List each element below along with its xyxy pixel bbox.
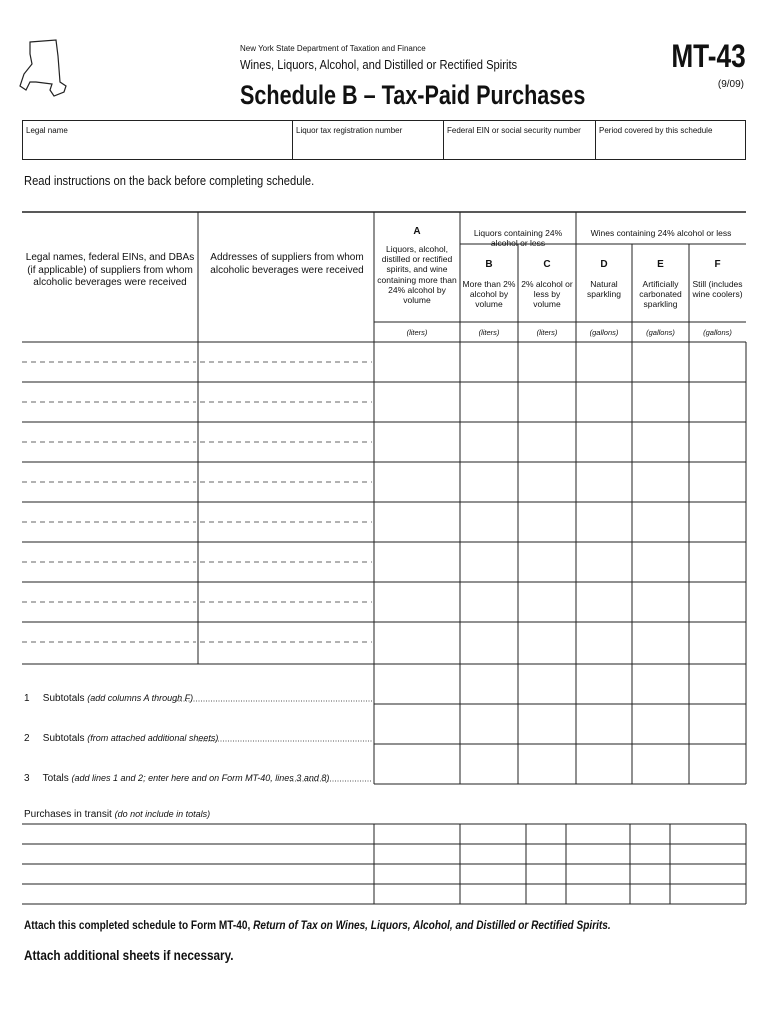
totals-entry-cells[interactable] <box>374 664 746 784</box>
column-b-description: More than 2% alcohol by volume <box>462 279 516 310</box>
department-name: New York State Department of Taxation and Finance <box>240 44 426 53</box>
federal-ein-label: Federal EIN or social security number <box>447 126 581 135</box>
transit-note: (do not include in totals) <box>114 809 211 819</box>
page-title: Schedule B – Tax-Paid Purchases <box>240 80 586 110</box>
purchases-in-transit-heading <box>24 809 210 820</box>
column-a-letter: A <box>413 226 421 237</box>
column-f-unit: (gallons) <box>703 328 732 337</box>
attach-form-title: Return of Tax on Wines, Liquors, Alcohol, and Distilled or Rectified Spirits. <box>253 918 611 932</box>
column-f-description: Still (includes wine coolers) <box>692 279 743 300</box>
suppliers-names-header: Legal names, federal EINs, and DBAs (if applicable) of suppliers from whom alcoholic beverages were received <box>25 252 195 288</box>
line-1-note: (add columns A through F) <box>87 693 194 703</box>
attach-prefix: Attach this completed schedule to Form MT-40, <box>24 918 251 932</box>
column-a-unit: (liters) <box>406 328 428 337</box>
line-1-number: 1 <box>24 693 30 704</box>
revision-date: (9/09) <box>717 79 744 90</box>
attach-instruction <box>24 918 611 932</box>
column-f-letter: F <box>714 259 721 270</box>
line-3-note: (add lines 1 and 2; enter here and on Form MT-40, lines 3 and 8) <box>71 773 330 783</box>
line-3-totals <box>24 773 329 784</box>
column-e-unit: (gallons) <box>646 328 675 337</box>
transit-label: Purchases in transit <box>24 809 112 820</box>
transit-entry-rows[interactable] <box>22 824 746 904</box>
column-e-description: Artificially carbonated sparkling <box>639 279 682 310</box>
registration-number-label: Liquor tax registration number <box>296 126 403 135</box>
legal-name-label: Legal name <box>26 126 68 135</box>
line-2-subtotals <box>24 733 218 744</box>
line-3-number: 3 <box>24 773 30 784</box>
column-c-description: 2% alcohol or less by volume <box>521 279 573 310</box>
column-a-description: Liquors, alcohol, distilled or rectified spirits, and wine containing more than 24% alcohol by volume <box>377 244 457 305</box>
column-b-unit: (liters) <box>478 328 500 337</box>
column-b-letter: B <box>485 259 493 270</box>
column-d-letter: D <box>600 259 608 270</box>
liquors-group-header: Liquors containing 24% alcohol or less <box>473 228 563 249</box>
wines-group-header: Wines containing 24% alcohol or less <box>590 228 732 238</box>
supplier-entry-rows[interactable] <box>22 342 746 664</box>
column-d-description: Natural sparkling <box>586 279 622 300</box>
line-1-subtotals <box>24 693 193 704</box>
form-number: MT-43 <box>671 38 746 74</box>
line-2-note: (from attached additional sheets) <box>87 733 219 743</box>
form-subtitle: Wines, Liquors, Alcohol, and Distilled or Rectified Spirits <box>240 57 518 72</box>
column-d-unit: (gallons) <box>589 328 619 337</box>
column-e-letter: E <box>657 259 664 270</box>
line-2-number: 2 <box>24 733 30 744</box>
line-3-label: Totals <box>42 773 69 784</box>
column-c-unit: (liters) <box>536 328 558 337</box>
column-c-letter: C <box>543 259 551 270</box>
line-1-label: Subtotals <box>42 693 85 704</box>
suppliers-addresses-header: Addresses of suppliers from whom alcoholic beverages were received <box>210 252 364 276</box>
instructions-note: Read instructions on the back before completing schedule. <box>24 173 315 188</box>
period-label: Period covered by this schedule <box>599 126 713 135</box>
attach-sheets-note: Attach additional sheets if necessary. <box>24 947 234 963</box>
line-2-label: Subtotals <box>42 733 85 744</box>
